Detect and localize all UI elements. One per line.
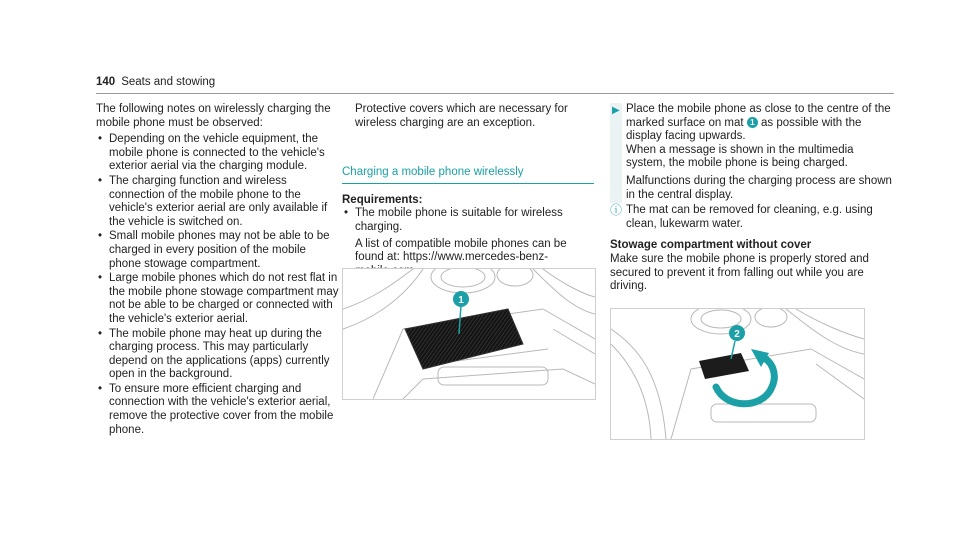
list-item: • The mobile phone may heat up during the charging process. This may particularly depend on the applications (apps) currently open in the background.: [96, 328, 341, 382]
column-left: [96, 103, 341, 438]
figure-charging-mat: [342, 268, 596, 400]
column-middle: [342, 103, 594, 278]
requirements-list: [342, 207, 594, 234]
step-result-text: When a message is shown in the multimedia system, the mobile phone is being charged.: [626, 143, 854, 170]
list-item: • The mobile phone is suitable for wireless charging.: [342, 207, 594, 234]
column-right: [610, 103, 894, 294]
list-item: • Small mobile phones may not be able to be charged in every position of the mobile phone stowage compartment.: [96, 230, 341, 271]
step-text: [626, 103, 894, 144]
step-malfunction-text: Malfunctions during the charging process are shown in the central display.: [626, 174, 892, 201]
header-divider: [96, 93, 894, 94]
step-text-b: as possible with the display facing upwards.: [626, 116, 862, 143]
section-title: Charging a mobile phone wirelessly: [342, 166, 594, 184]
page-number: 140: [96, 76, 116, 88]
callout-number: 2: [734, 329, 740, 340]
list-item: • Depending on the vehicle equipment, the mobile phone is connected to the vehicle's exterior aerial via the charging module.: [96, 133, 341, 174]
charging-mat-illustration: [343, 269, 595, 399]
info-note: [610, 204, 894, 231]
list-item: • To ensure more efficient charging and connection with the vehicle's exterior aerial, remove the protective cover from the mobile phone.: [96, 383, 341, 437]
triangle-right-icon: ▶: [612, 105, 620, 116]
requirements-heading: Requirements:: [342, 193, 423, 206]
intro-text: The following notes on wirelessly charging the mobile phone must be observed:: [96, 103, 331, 129]
mobile-phone: [699, 353, 749, 379]
step-text-a: Place the mobile phone as close to the centre of the marked surface on mat: [626, 103, 891, 129]
info-text: The mat can be removed for cleaning, e.g. using clean, lukewarm water.: [626, 204, 873, 230]
figure-stowage-compartment: [610, 308, 865, 440]
step-bar: [610, 103, 622, 203]
subsection-heading: Stowage compartment without cover: [610, 239, 812, 252]
list-item: • Large mobile phones which do not rest flat in the mobile phone stowage compartment may not be able to be charged or connected with the vehicle's exterior aerial.: [96, 272, 341, 326]
section-name: Seats and stowing: [121, 76, 216, 88]
subsection-text: Make sure the mobile phone is properly stored and secured to prevent it from falling out while you are driving.: [610, 252, 869, 293]
continuation-text: Protective covers which are necessary for wireless charging are an exception.: [355, 103, 568, 129]
instruction-step: [610, 103, 894, 202]
stowage-illustration: [611, 309, 864, 439]
mat-reference-badge: 1: [747, 117, 758, 128]
notes-list: [96, 133, 341, 437]
callout-number: 1: [458, 295, 464, 306]
list-item: • The charging function and wireless connection of the mobile phone to the vehicle's exterior aerial are only available if the vehicle is switched on.: [96, 175, 341, 229]
page-header: [96, 76, 215, 88]
info-icon: ⓘ: [610, 203, 623, 218]
compatible-list-note: A list of compatible mobile phones can be found at: https://www.mercedes-benz-: [355, 237, 567, 264]
